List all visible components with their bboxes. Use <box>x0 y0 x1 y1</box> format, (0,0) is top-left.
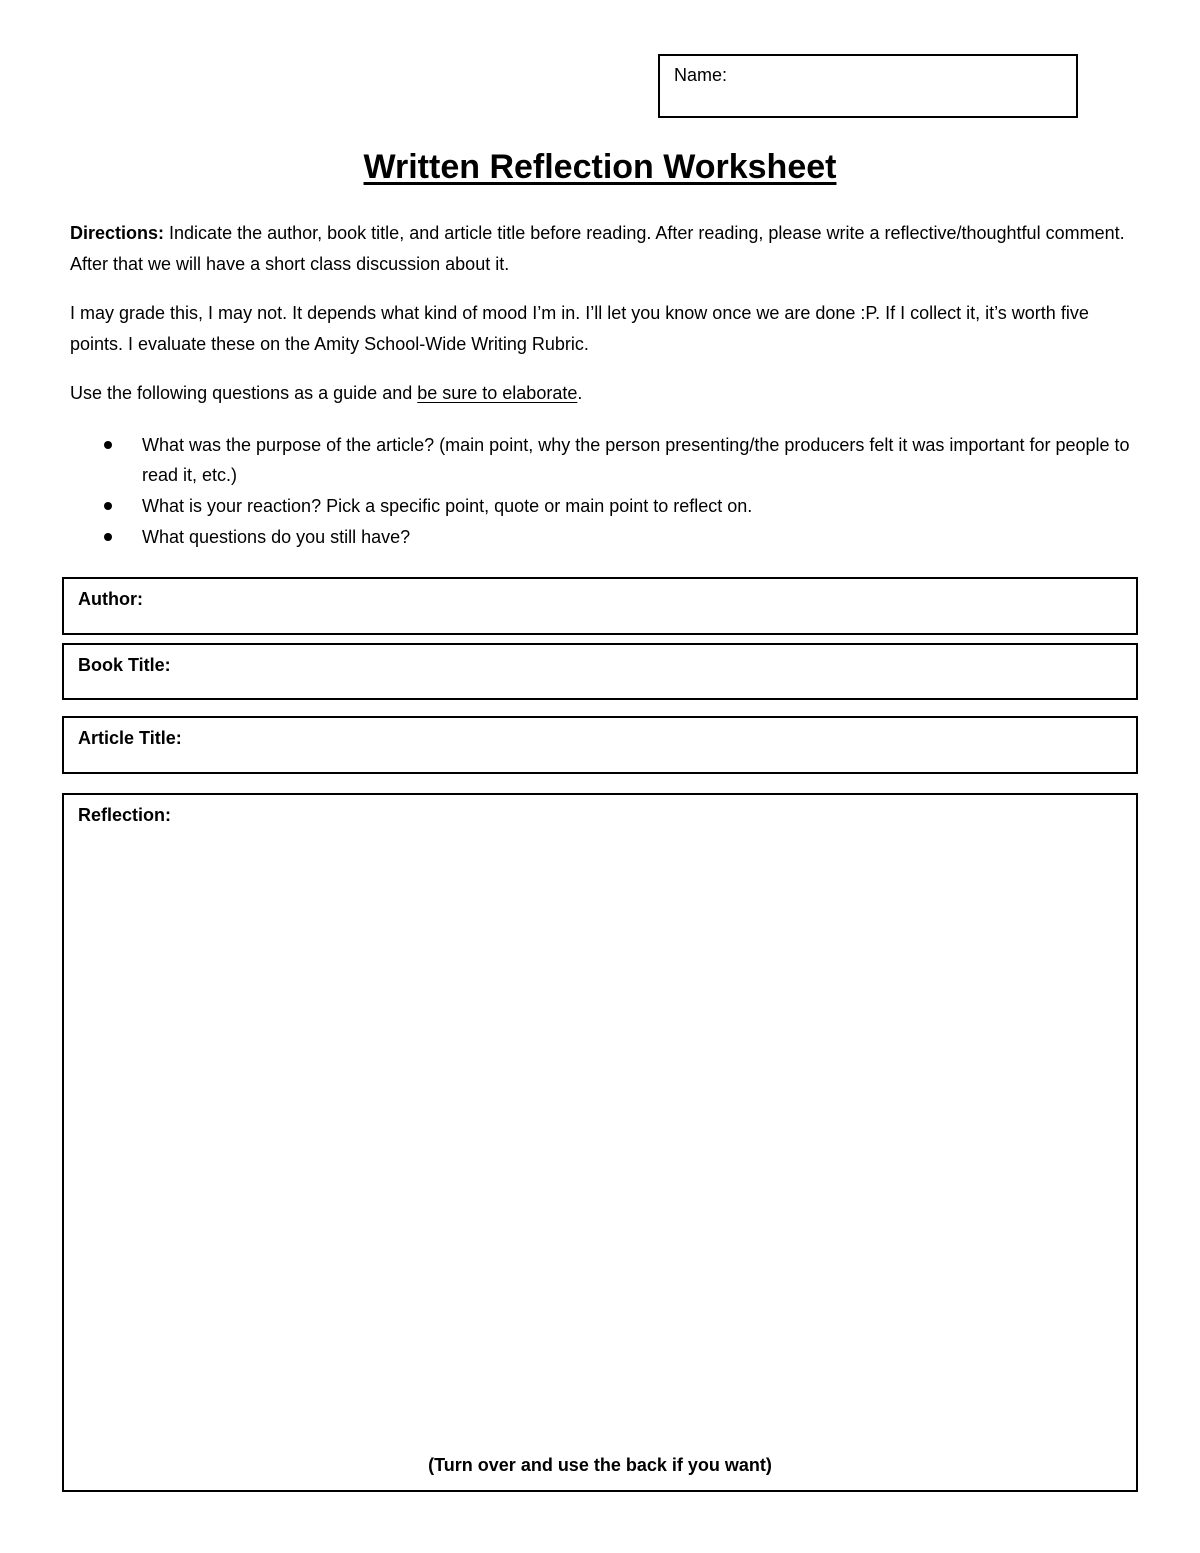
question-item <box>70 491 1135 521</box>
question-text: What questions do you still have? <box>142 527 411 547</box>
guide-text-after: . <box>577 383 583 403</box>
name-field[interactable] <box>658 54 1078 118</box>
book-title-field[interactable] <box>62 643 1138 700</box>
question-item <box>70 430 1135 490</box>
name-label: Name: <box>674 65 728 85</box>
author-field[interactable] <box>62 577 1138 635</box>
question-text: What was the purpose of the article? (main point, why the person presenting/the producers felt it was important for people to read it, etc.) <box>142 435 1130 485</box>
bullet-icon <box>104 533 112 541</box>
bullet-icon <box>104 441 112 449</box>
directions-label: Directions: <box>70 223 165 243</box>
article-title-label: Article Title: <box>78 728 182 748</box>
bullet-icon <box>104 502 112 510</box>
author-label: Author: <box>78 589 143 609</box>
page-title: Written Reflection Worksheet <box>363 148 837 186</box>
directions-paragraph <box>70 218 1135 280</box>
grading-note: I may grade this, I may not. It depends what kind of mood I’m in. I’ll let you know once we are done :P. If I collect it, it’s worth five points. I evaluate these on the Amity School-Wide Writing Rubric. <box>70 303 1089 354</box>
guide-emphasis: be sure to elaborate <box>417 383 578 403</box>
book-title-label: Book Title: <box>78 655 171 675</box>
article-title-field[interactable] <box>62 716 1138 774</box>
question-item <box>70 522 1135 552</box>
guide-paragraph <box>70 378 1135 409</box>
turn-over-note: (Turn over and use the back if you want) <box>428 1455 772 1475</box>
directions-text: Indicate the author, book title, and article title before reading. After reading, please write a reflective/thoughtful comment. After that we will have a short class discussion about it. <box>70 223 1125 274</box>
reflection-label: Reflection: <box>78 805 172 825</box>
guide-text-before: Use the following questions as a guide and <box>70 383 418 403</box>
question-text: What is your reaction? Pick a specific point, quote or main point to reflect on. <box>142 496 753 516</box>
reflection-field[interactable] <box>62 793 1138 1492</box>
question-list <box>70 430 1135 553</box>
